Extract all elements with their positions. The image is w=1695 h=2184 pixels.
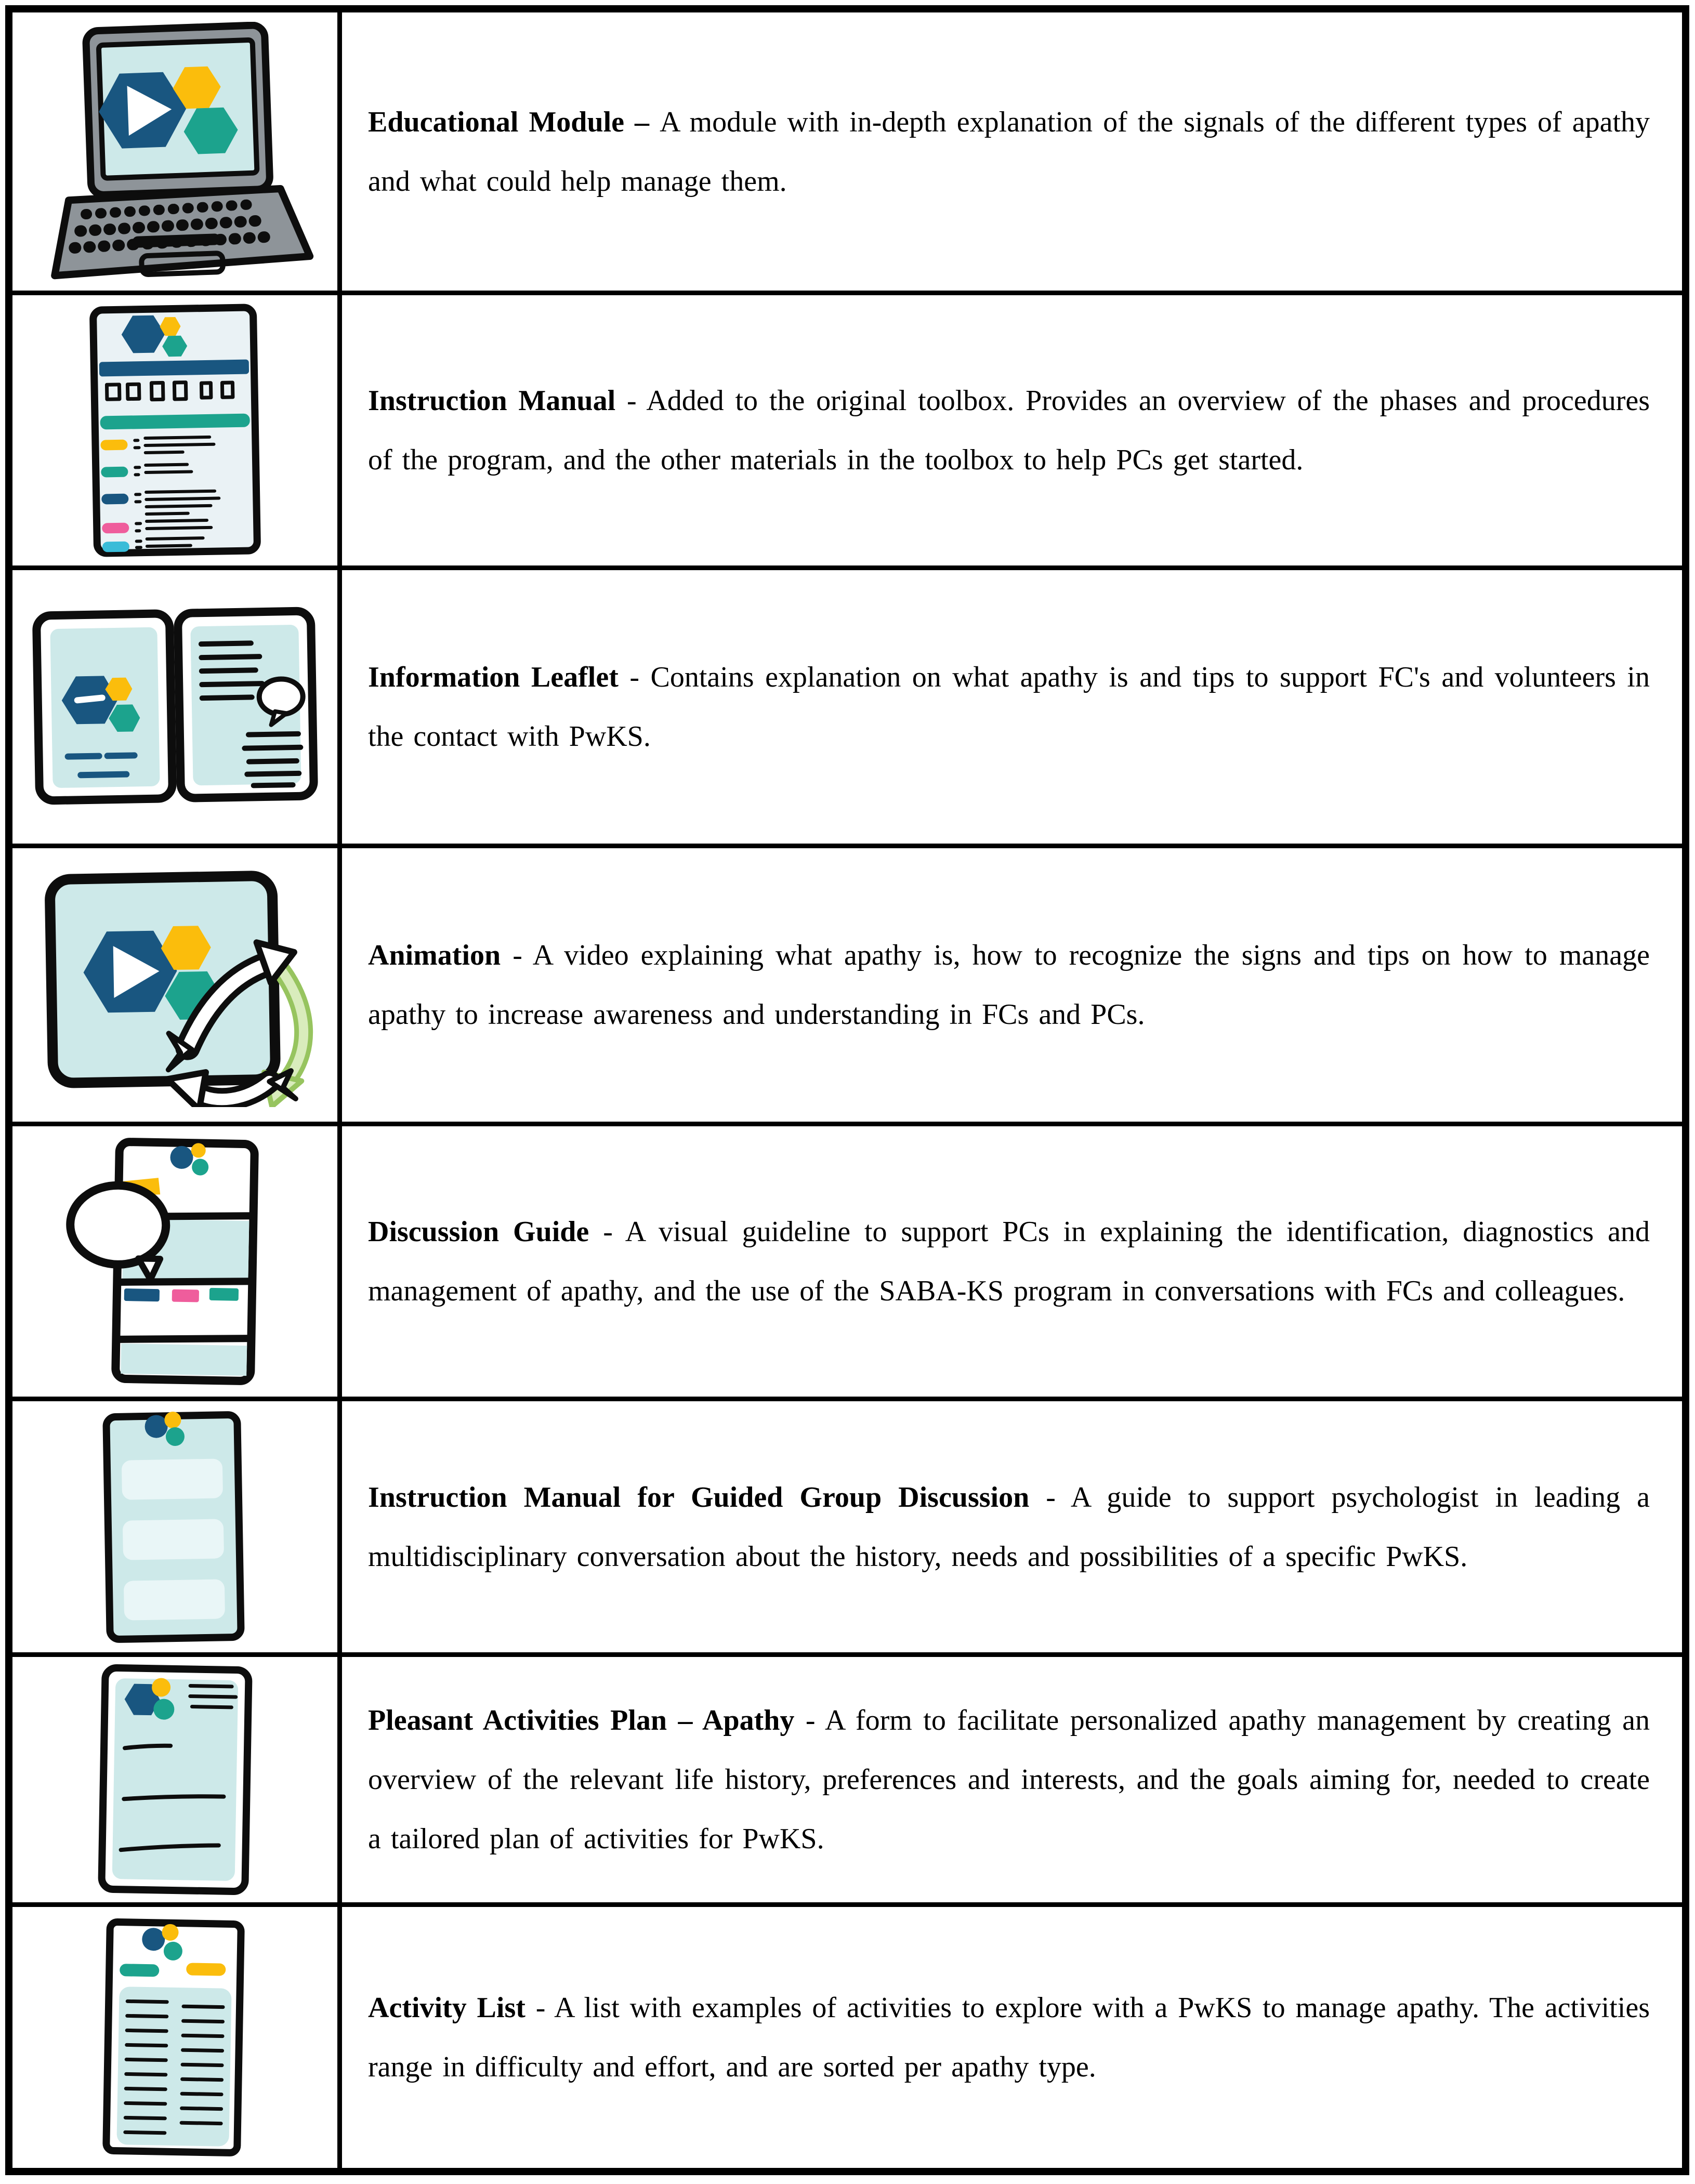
material-title: Information Leaflet — [368, 661, 619, 693]
text-cell — [342, 295, 1682, 565]
text-cell — [342, 1657, 1682, 1902]
table-row — [12, 1657, 1682, 1907]
table-row — [12, 1401, 1682, 1657]
icon-cell — [12, 1657, 342, 1902]
separator: - — [794, 1704, 825, 1736]
row-text — [368, 93, 1650, 211]
material-description: A video explaining what apathy is, how to recognize the signs and tips on how to manage apathy to increase awareness and understanding in FCs and PCs. — [368, 939, 1650, 1031]
text-cell — [342, 1907, 1682, 2168]
material-title: Discussion Guide — [368, 1216, 589, 1248]
row-text — [368, 371, 1650, 490]
icon-cell — [12, 570, 342, 844]
icon-cell — [12, 1126, 342, 1397]
separator: – — [624, 106, 660, 138]
icon-cell — [12, 1907, 342, 2168]
information-leaflet-icon — [30, 603, 321, 811]
separator: - — [618, 661, 651, 693]
table-row — [12, 295, 1682, 570]
separator: - — [1029, 1481, 1071, 1514]
material-description: A form to facilitate personalized apathy management by creating an overview of the relevant life history, preferences and interests, and the goals aiming for, needed to create a tailored plan of activities for PwKS. — [368, 1704, 1650, 1855]
text-cell — [342, 1126, 1682, 1397]
separator: - — [525, 1992, 555, 2024]
separator: - — [615, 385, 647, 417]
text-cell — [342, 12, 1682, 291]
table-row — [12, 12, 1682, 295]
material-title: Animation — [368, 939, 501, 971]
activity-list-icon — [100, 1913, 251, 2162]
material-title: Pleasant Activities Plan – Apathy — [368, 1704, 795, 1736]
row-text — [368, 648, 1650, 766]
separator: - — [501, 939, 533, 971]
material-description: A module with in-depth explanation of the signals of the different types of apathy and what could help manage them. — [368, 106, 1650, 198]
separator: - — [589, 1216, 625, 1248]
table-row — [12, 848, 1682, 1126]
material-title: Activity List — [368, 1992, 525, 2024]
material-title: Instruction Manual — [368, 385, 616, 417]
text-cell — [342, 848, 1682, 1122]
icon-cell — [12, 295, 342, 565]
material-description: Contains explanation on what apathy is and tips to support FC's and volunteers in the contact with PwKS. — [368, 661, 1650, 753]
material-description: Added to the original toolbox. Provides an overview of the phases and procedures of the program, and the other materials in the toolbox to help PCs get started. — [368, 385, 1650, 476]
discussion-guide-icon — [63, 1137, 287, 1386]
animation-icon — [35, 863, 316, 1107]
icon-cell — [12, 848, 342, 1122]
icon-cell — [12, 12, 342, 291]
table-row — [12, 1907, 1682, 2168]
materials-table — [5, 5, 1689, 2175]
material-title: Educational Module — [368, 106, 625, 138]
material-description: A visual guideline to support PCs in explaining the identification, diagnostics and management of apathy, and the use of the SABA-KS program in conversations with FCs and colleagues. — [368, 1216, 1650, 1307]
text-cell — [342, 570, 1682, 844]
icon-cell — [12, 1401, 342, 1652]
material-title: Instruction Manual for Guided Group Discussion — [368, 1481, 1030, 1514]
row-text — [368, 1202, 1650, 1321]
instruction-manual-icon — [87, 300, 264, 560]
text-cell — [342, 1401, 1682, 1652]
row-text — [368, 1978, 1650, 2097]
activities-plan-icon — [97, 1663, 253, 1897]
table-row — [12, 570, 1682, 848]
row-text — [368, 926, 1650, 1044]
group-discussion-manual-icon — [100, 1407, 251, 1647]
material-description: A list with examples of activities to explore with a PwKS to manage apathy. The activities range in difficulty and effort, and are sorted per apathy type. — [368, 1992, 1650, 2083]
material-description: A guide to support psychologist in leading a multidisciplinary conversation about the history, needs and possibilities of a specific PwKS. — [368, 1481, 1650, 1573]
row-text — [368, 1468, 1650, 1586]
table-row — [12, 1126, 1682, 1401]
row-text — [368, 1691, 1650, 1869]
laptop-icon — [30, 22, 321, 282]
